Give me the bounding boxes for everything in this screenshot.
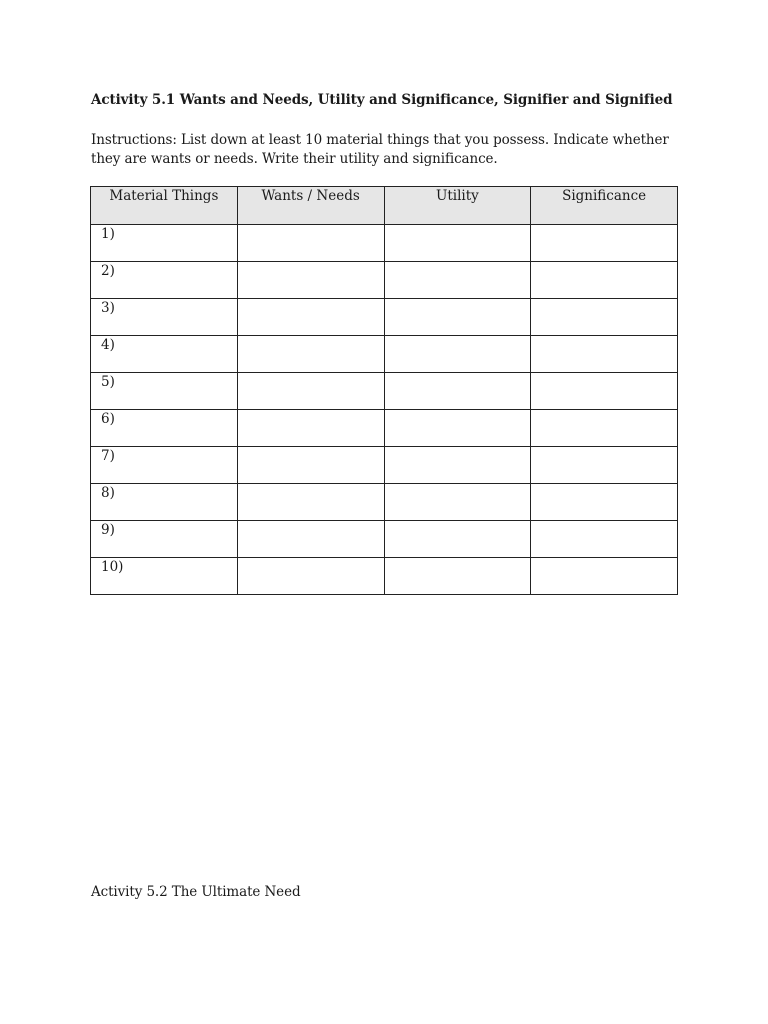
significance-cell[interactable] [531, 521, 678, 558]
utility-cell[interactable] [384, 262, 531, 299]
wants-needs-cell[interactable] [237, 373, 384, 410]
wants-needs-cell[interactable] [237, 262, 384, 299]
utility-cell[interactable] [384, 521, 531, 558]
header-utility: Utility [384, 187, 531, 225]
utility-cell[interactable] [384, 299, 531, 336]
wants-needs-cell[interactable] [237, 521, 384, 558]
table-row [91, 262, 678, 299]
utility-cell[interactable] [384, 558, 531, 595]
wants-needs-cell[interactable] [237, 484, 384, 521]
header-material-things: Material Things [91, 187, 238, 225]
table-row [91, 558, 678, 595]
wants-needs-cell[interactable] [237, 336, 384, 373]
table-row [91, 373, 678, 410]
significance-cell[interactable] [531, 558, 678, 595]
row-number: 4) [91, 336, 238, 373]
table-row [91, 299, 678, 336]
significance-cell[interactable] [531, 373, 678, 410]
row-number: 10) [91, 558, 238, 595]
header-significance: Significance [531, 187, 678, 225]
row-number: 1) [91, 225, 238, 262]
significance-cell[interactable] [531, 225, 678, 262]
utility-cell[interactable] [384, 447, 531, 484]
row-number: 8) [91, 484, 238, 521]
row-number: 9) [91, 521, 238, 558]
significance-cell[interactable] [531, 262, 678, 299]
utility-cell[interactable] [384, 225, 531, 262]
row-number: 3) [91, 299, 238, 336]
wants-needs-cell[interactable] [237, 299, 384, 336]
row-number: 6) [91, 410, 238, 447]
significance-cell[interactable] [531, 410, 678, 447]
significance-cell[interactable] [531, 336, 678, 373]
table-row [91, 225, 678, 262]
table-row [91, 484, 678, 521]
utility-cell[interactable] [384, 336, 531, 373]
utility-cell[interactable] [384, 373, 531, 410]
utility-cell[interactable] [384, 484, 531, 521]
utility-cell[interactable] [384, 410, 531, 447]
wants-needs-cell[interactable] [237, 225, 384, 262]
table-row [91, 521, 678, 558]
instructions-text: Instructions: List down at least 10 material things that you possess. Indicate whether they are wants or needs. Write their utility and significance. [91, 132, 669, 167]
table-row [91, 410, 678, 447]
significance-cell[interactable] [531, 484, 678, 521]
significance-cell[interactable] [531, 447, 678, 484]
table-row [91, 447, 678, 484]
wants-needs-cell[interactable] [237, 410, 384, 447]
activity-5-2-title: Activity 5.2 The Ultimate Need [91, 884, 301, 900]
table-row [91, 336, 678, 373]
row-number: 7) [91, 447, 238, 484]
significance-cell[interactable] [531, 299, 678, 336]
wants-needs-cell[interactable] [237, 558, 384, 595]
activity-5-1-title: Activity 5.1 Wants and Needs, Utility and Significance, Signifier and Signified [91, 92, 673, 108]
header-wants-needs: Wants / Needs [237, 187, 384, 225]
wants-needs-cell[interactable] [237, 447, 384, 484]
worksheet-table [90, 186, 678, 595]
table-header-row [91, 187, 678, 225]
row-number: 5) [91, 373, 238, 410]
row-number: 2) [91, 262, 238, 299]
